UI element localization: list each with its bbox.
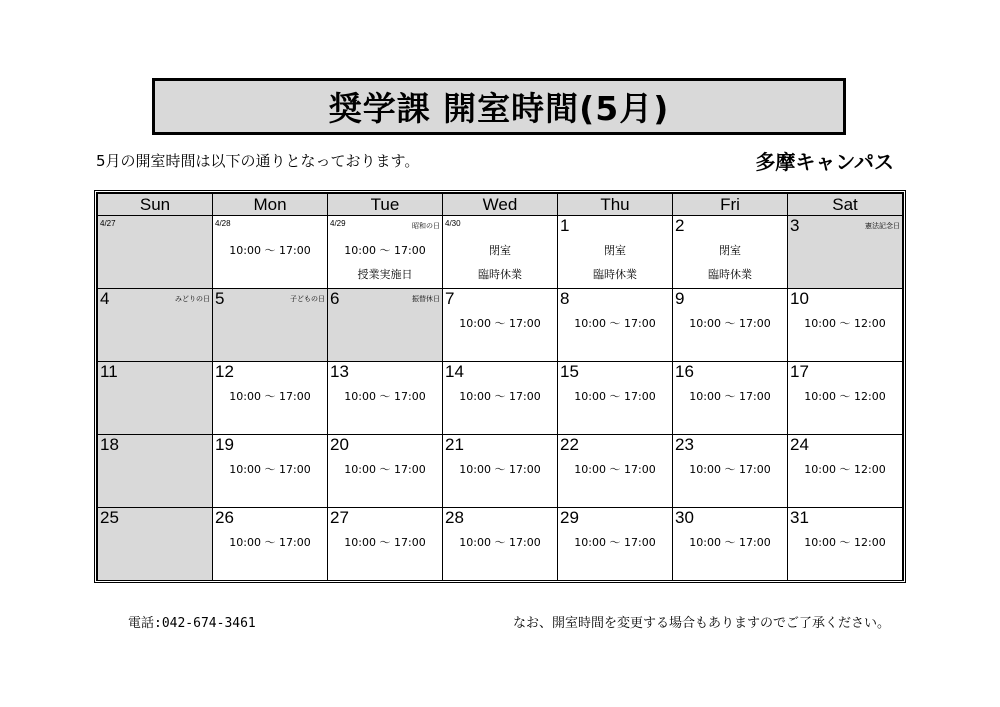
- calendar-day-cell: [558, 508, 673, 581]
- opening-hours: 10:00 ～ 12:00: [804, 390, 886, 403]
- calendar-day-cell: [443, 216, 558, 289]
- opening-hours: 10:00 ～ 17:00: [574, 317, 656, 330]
- calendar-week-row: [98, 362, 903, 435]
- calendar-day-cell: [788, 216, 903, 289]
- opening-hours: 10:00 ～ 17:00: [459, 463, 541, 476]
- day-number: 4/27: [100, 219, 116, 228]
- weekday-tue: Tue: [328, 194, 443, 216]
- calendar-day-cell: [673, 362, 788, 435]
- opening-hours: 閉室: [719, 244, 741, 257]
- calendar-day-cell: [673, 216, 788, 289]
- day-number: 3: [790, 216, 800, 235]
- calendar-day-cell: [213, 216, 328, 289]
- opening-hours: 閉室: [489, 244, 511, 257]
- calendar-day-cell: [558, 289, 673, 362]
- day-number: 9: [675, 289, 685, 308]
- day-number: 10: [790, 289, 809, 308]
- calendar-day-cell: [673, 508, 788, 581]
- opening-hours: 10:00 ～ 17:00: [574, 390, 656, 403]
- day-number: 19: [215, 435, 234, 454]
- day-number: 26: [215, 508, 234, 527]
- opening-hours: 10:00 ～ 17:00: [574, 536, 656, 549]
- weekday-wed: Wed: [443, 194, 558, 216]
- day-number: 30: [675, 508, 694, 527]
- day-number: 5: [215, 289, 225, 308]
- opening-hours: 10:00 ～ 17:00: [229, 390, 311, 403]
- opening-hours: 10:00 ～ 17:00: [689, 536, 771, 549]
- calendar-day-cell: [673, 435, 788, 508]
- calendar-day-cell: [788, 508, 903, 581]
- holiday-label: 憲法記念日: [865, 222, 900, 230]
- opening-hours: 10:00 ～ 17:00: [344, 390, 426, 403]
- day-number: 4/30: [445, 219, 461, 228]
- calendar-day-cell: [788, 289, 903, 362]
- day-number: 12: [215, 362, 234, 381]
- day-number: 20: [330, 435, 349, 454]
- opening-hours: 10:00 ～ 17:00: [459, 317, 541, 330]
- page-title: 奨学課 開室時間(5月): [328, 89, 670, 128]
- calendar-day-cell: [213, 508, 328, 581]
- day-number: 8: [560, 289, 570, 308]
- holiday-label: 子どもの日: [290, 295, 325, 303]
- weekday-sun: Sun: [98, 194, 213, 216]
- day-number: 31: [790, 508, 809, 527]
- opening-hours: 10:00 ～ 17:00: [459, 536, 541, 549]
- day-number: 4/28: [215, 219, 231, 228]
- opening-hours: 10:00 ～ 17:00: [344, 244, 426, 257]
- calendar-week-row: [98, 289, 903, 362]
- opening-hours: 10:00 ～ 12:00: [804, 463, 886, 476]
- calendar-body: [98, 216, 903, 581]
- day-note: 臨時休業: [478, 268, 522, 281]
- campus-name: 多摩キャンパス: [755, 150, 894, 174]
- opening-hours: 10:00 ～ 17:00: [229, 536, 311, 549]
- calendar-week-row: [98, 508, 903, 581]
- title-banner: [152, 78, 846, 135]
- day-number: 15: [560, 362, 579, 381]
- day-number: 4: [100, 289, 110, 308]
- day-note: 臨時休業: [708, 268, 752, 281]
- calendar-day-cell: [328, 216, 443, 289]
- opening-hours: 10:00 ～ 17:00: [689, 317, 771, 330]
- calendar: [94, 190, 906, 583]
- day-number: 2: [675, 216, 685, 235]
- day-number: 1: [560, 216, 570, 235]
- opening-hours: 10:00 ～ 17:00: [229, 463, 311, 476]
- day-number: 21: [445, 435, 464, 454]
- calendar-day-cell: [788, 435, 903, 508]
- calendar-table: [97, 193, 903, 581]
- calendar-day-cell: [328, 508, 443, 581]
- calendar-day-cell: [213, 362, 328, 435]
- day-note: 授業実施日: [357, 268, 413, 281]
- holiday-label: 昭和の日: [412, 222, 440, 230]
- day-number: 28: [445, 508, 464, 527]
- opening-hours: 10:00 ～ 17:00: [459, 390, 541, 403]
- calendar-day-cell: [443, 508, 558, 581]
- day-number: 7: [445, 289, 455, 308]
- day-number: 6: [330, 289, 340, 308]
- day-number: 24: [790, 435, 809, 454]
- holiday-label: 振替休日: [412, 295, 440, 303]
- day-note: 臨時休業: [593, 268, 637, 281]
- calendar-day-cell: [328, 435, 443, 508]
- calendar-day-cell: [328, 362, 443, 435]
- opening-hours: 10:00 ～ 17:00: [574, 463, 656, 476]
- day-number: 25: [100, 508, 119, 527]
- day-number: 14: [445, 362, 464, 381]
- calendar-day-cell: [788, 362, 903, 435]
- calendar-day-cell: [98, 362, 213, 435]
- opening-hours: 閉室: [604, 244, 626, 257]
- weekday-thu: Thu: [558, 194, 673, 216]
- opening-hours: 10:00 ～ 12:00: [804, 317, 886, 330]
- day-number: 4/29: [330, 219, 346, 228]
- calendar-day-cell: [673, 289, 788, 362]
- opening-hours: 10:00 ～ 17:00: [689, 463, 771, 476]
- opening-hours: 10:00 ～ 17:00: [344, 536, 426, 549]
- calendar-day-cell: [328, 289, 443, 362]
- calendar-day-cell: [213, 289, 328, 362]
- weekday-sat: Sat: [788, 194, 903, 216]
- phone-number: 電話:042-674-3461: [128, 616, 256, 631]
- calendar-day-cell: [98, 435, 213, 508]
- weekday-mon: Mon: [213, 194, 328, 216]
- calendar-day-cell: [558, 435, 673, 508]
- calendar-day-cell: [98, 216, 213, 289]
- opening-hours: 10:00 ～ 17:00: [344, 463, 426, 476]
- day-number: 23: [675, 435, 694, 454]
- calendar-day-cell: [443, 362, 558, 435]
- intro-text: 5月の開室時間は以下の通りとなっております。: [96, 152, 420, 170]
- calendar-day-cell: [558, 362, 673, 435]
- day-number: 16: [675, 362, 694, 381]
- footer-note: なお、開室時間を変更する場合もありますのでご了承ください。: [512, 616, 890, 631]
- weekday-header-row: [98, 194, 903, 216]
- calendar-day-cell: [443, 435, 558, 508]
- calendar-day-cell: [558, 216, 673, 289]
- calendar-day-cell: [98, 508, 213, 581]
- day-number: 13: [330, 362, 349, 381]
- calendar-week-row: [98, 216, 903, 289]
- calendar-week-row: [98, 435, 903, 508]
- day-number: 27: [330, 508, 349, 527]
- day-number: 17: [790, 362, 809, 381]
- opening-hours: 10:00 ～ 12:00: [804, 536, 886, 549]
- calendar-day-cell: [213, 435, 328, 508]
- opening-hours: 10:00 ～ 17:00: [689, 390, 771, 403]
- day-number: 18: [100, 435, 119, 454]
- weekday-fri: Fri: [673, 194, 788, 216]
- calendar-day-cell: [98, 289, 213, 362]
- holiday-label: みどりの日: [175, 295, 210, 303]
- day-number: 22: [560, 435, 579, 454]
- opening-hours: 10:00 ～ 17:00: [229, 244, 311, 257]
- calendar-day-cell: [443, 289, 558, 362]
- day-number: 11: [100, 362, 118, 381]
- day-number: 29: [560, 508, 579, 527]
